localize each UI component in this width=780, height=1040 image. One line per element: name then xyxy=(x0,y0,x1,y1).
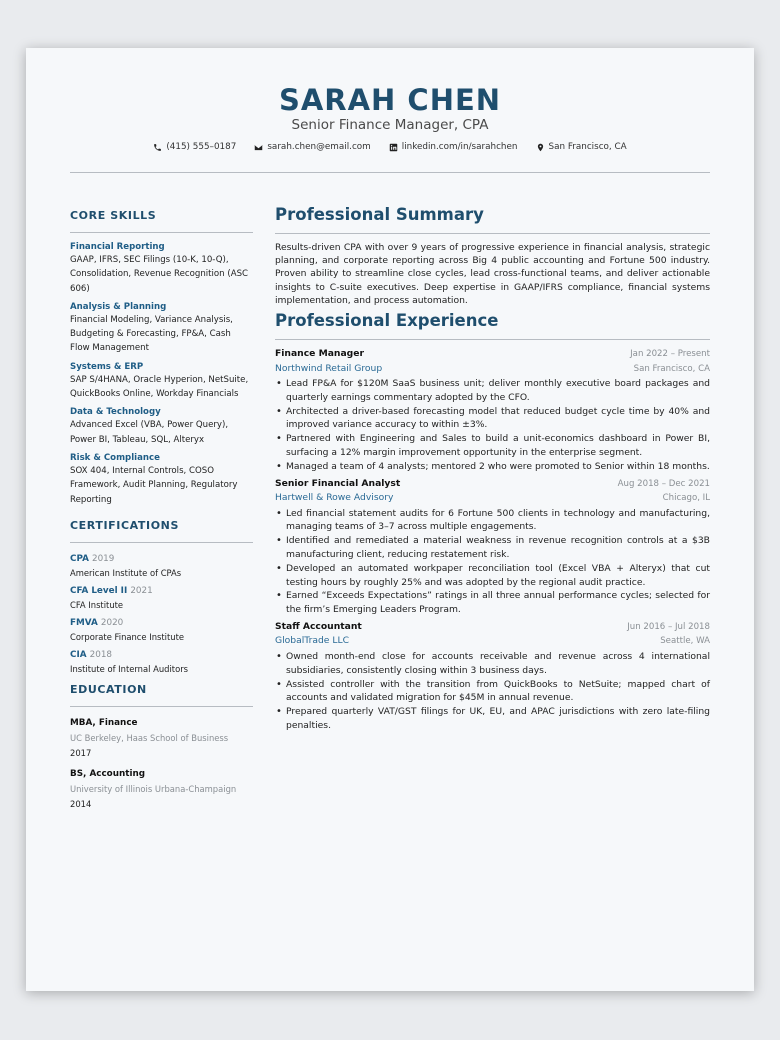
skill-group-title: Risk & Compliance xyxy=(70,452,160,463)
skill-group xyxy=(70,452,253,507)
certification-issuer: CFA Institute xyxy=(70,599,124,610)
skill-group xyxy=(70,301,253,356)
job-bullet: • Lead FP&A for $120M SaaS business unit; deliver monthly executive board packages and quarterly earnings commentary adopted by the CFO. xyxy=(275,377,710,405)
job-company: Hartwell & Rowe Advisory xyxy=(275,492,394,504)
job-entry xyxy=(275,620,710,733)
job-bullets xyxy=(275,377,710,474)
certification-item xyxy=(70,551,253,580)
summary-heading: Professional Summary xyxy=(275,205,484,224)
certification-issuer: Corporate Finance Institute xyxy=(70,631,185,642)
job-entry xyxy=(275,477,710,617)
education-item xyxy=(70,715,253,760)
job-bullet: • Assisted controller with the transition from QuickBooks to NetSuite; mapped chart of accounts and validated migration for $45M in annual revenue. xyxy=(275,678,710,706)
phone-icon xyxy=(153,143,162,152)
map-pin-icon xyxy=(536,143,545,152)
candidate-name: SARAH CHEN xyxy=(278,83,502,117)
skill-group xyxy=(70,241,253,296)
main-column xyxy=(275,204,710,736)
skill-group-body: Advanced Excel (VBA, Power Query), Power BI, Tableau, SQL, Alteryx xyxy=(70,420,229,445)
job-dates: Jun 2016 – Jul 2018 xyxy=(627,621,710,632)
skill-group-body: SAP S/4HANA, Oracle Hyperion, NetSuite, QuickBooks Online, Workday Financials xyxy=(70,374,249,400)
education-year: 2014 xyxy=(70,798,92,809)
contact-bar xyxy=(26,142,754,152)
contact-email xyxy=(254,142,370,152)
education-divider xyxy=(70,706,253,707)
job-location: San Francisco, CA xyxy=(633,363,710,374)
education-school: UC Berkeley, Haas School of Business xyxy=(70,732,229,743)
skill-group-title: Financial Reporting xyxy=(70,242,165,252)
resume-header xyxy=(26,84,754,152)
job-bullet: • Architected a driver-based forecasting model that reduced budget cycle time by 40% and improved variance accuracy to within ±3%. xyxy=(275,405,710,433)
job-bullet: • Led financial statement audits for 6 Fortune 500 clients in technology and manufacturing, managing teams of 3–7 across multiple engagements. xyxy=(275,507,710,535)
job-title: Finance Manager xyxy=(275,348,365,360)
certification-name: FMVA xyxy=(70,617,98,628)
education-heading: EDUCATION xyxy=(70,682,147,696)
certifications-divider xyxy=(70,542,253,543)
header-divider xyxy=(70,172,710,173)
job-location: Chicago, IL xyxy=(662,493,710,504)
certification-year: 2019 xyxy=(91,553,115,564)
envelope-icon xyxy=(254,143,263,152)
contact-phone-text[interactable]: (415) 555–0187 xyxy=(166,142,237,152)
summary-text: Results-driven CPA with over 9 years of progressive experience in financial analysis, strategic planning, and corporate reporting across Big 4 public accounting and Fortune 500 industry. Proven ability to streamline close cycles, lead cross-functional teams, and deliver actionable insights to C-suite executives. Deep expertise in GAAP/IFRS compliance, financial systems implementation, and process automation. xyxy=(275,242,710,306)
sidebar-column xyxy=(70,208,253,811)
linkedin-icon xyxy=(389,143,398,152)
job-title: Senior Financial Analyst xyxy=(275,477,401,489)
certification-item xyxy=(70,647,253,676)
job-dates: Jan 2022 – Present xyxy=(630,349,710,360)
education-degree: BS, Accounting xyxy=(70,768,146,779)
job-bullet: • Earned “Exceeds Expectations” ratings in all three annual performance cycles; selected for the firm’s Emerging Leaders Program. xyxy=(275,589,710,617)
education-item xyxy=(70,766,253,811)
summary-divider xyxy=(275,233,710,234)
skill-group xyxy=(70,406,253,447)
certification-name: CIA xyxy=(70,649,87,660)
candidate-title: Senior Finance Manager, CPA xyxy=(291,117,489,133)
certification-issuer: American Institute of CPAs xyxy=(70,567,182,578)
job-location: Seattle, WA xyxy=(660,636,710,647)
certification-item xyxy=(70,583,253,612)
contact-phone xyxy=(153,142,236,152)
job-bullets xyxy=(275,650,710,733)
job-bullet: • Developed an automated workpaper reconciliation tool (Excel VBA + Alteryx) that cut testing hours by roughly 25% and was adopted by the regional audit practice. xyxy=(275,562,710,590)
certification-issuer: Institute of Internal Auditors xyxy=(70,663,189,674)
certification-year: 2020 xyxy=(100,617,124,628)
job-dates: Aug 2018 – Dec 2021 xyxy=(617,478,710,489)
skill-group-body: GAAP, IFRS, SEC Filings (10-K, 10-Q), Consolidation, Revenue Recognition (ASC 606) xyxy=(70,255,249,294)
job-bullets xyxy=(275,507,710,617)
job-entry xyxy=(275,347,710,474)
job-bullet: • Identified and remediated a material weakness in revenue recognition controls at a $3B manufacturing client, reducing restatement risk. xyxy=(275,534,710,562)
job-bullet: • Partnered with Engineering and Sales to build a unit-economics dashboard in Power BI, surfacing a 12% margin improvement opportunity in the enterprise segment. xyxy=(275,432,710,460)
skills-divider xyxy=(70,232,253,233)
contact-location xyxy=(536,142,627,152)
certification-name: CPA xyxy=(70,553,89,564)
job-company: GlobalTrade LLC xyxy=(275,635,350,647)
contact-linkedin-text[interactable]: linkedin.com/in/sarahchen xyxy=(401,142,518,152)
experience-heading: Professional Experience xyxy=(275,311,499,331)
contact-email-text[interactable]: sarah.chen@email.com xyxy=(267,142,371,152)
certification-name: CFA Level II xyxy=(70,585,128,596)
certification-year: 2018 xyxy=(89,649,113,660)
job-bullet: • Managed a team of 4 analysts; mentored 2 who were promoted to Senior within 18 months. xyxy=(275,460,710,474)
skill-group-title: Analysis & Planning xyxy=(70,301,167,312)
contact-location-text: San Francisco, CA xyxy=(548,142,627,152)
experience-divider xyxy=(275,339,710,340)
contact-linkedin xyxy=(389,142,518,152)
certification-year: 2021 xyxy=(130,585,153,596)
resume-page xyxy=(26,48,754,991)
job-title: Staff Accountant xyxy=(275,620,362,632)
education-school: University of Illinois Urbana-Champaign xyxy=(70,783,237,794)
education-degree: MBA, Finance xyxy=(70,717,138,728)
certifications-heading: CERTIFICATIONS xyxy=(70,518,179,532)
skills-heading: CORE SKILLS xyxy=(70,209,157,222)
skill-group xyxy=(70,361,253,402)
education-year: 2017 xyxy=(70,747,92,758)
skill-group-body: SOX 404, Internal Controls, COSO Framework, Audit Planning, Regulatory Reporting xyxy=(70,465,238,505)
job-bullet: • Prepared quarterly VAT/GST filings for UK, EU, and APAC jurisdictions with zero late-filing penalties. xyxy=(275,705,710,733)
job-company: Northwind Retail Group xyxy=(275,362,383,374)
skill-group-title: Systems & ERP xyxy=(70,361,144,372)
skill-group-body: Financial Modeling, Variance Analysis, Budgeting & Forecasting, FP&A, Cash Flow Management xyxy=(70,314,233,354)
job-bullet: • Owned month-end close for accounts receivable and revenue across 4 international subsidiaries, consistently closing within 3 business days. xyxy=(275,650,710,678)
certification-item xyxy=(70,615,253,644)
skill-group-title: Data & Technology xyxy=(70,407,161,418)
